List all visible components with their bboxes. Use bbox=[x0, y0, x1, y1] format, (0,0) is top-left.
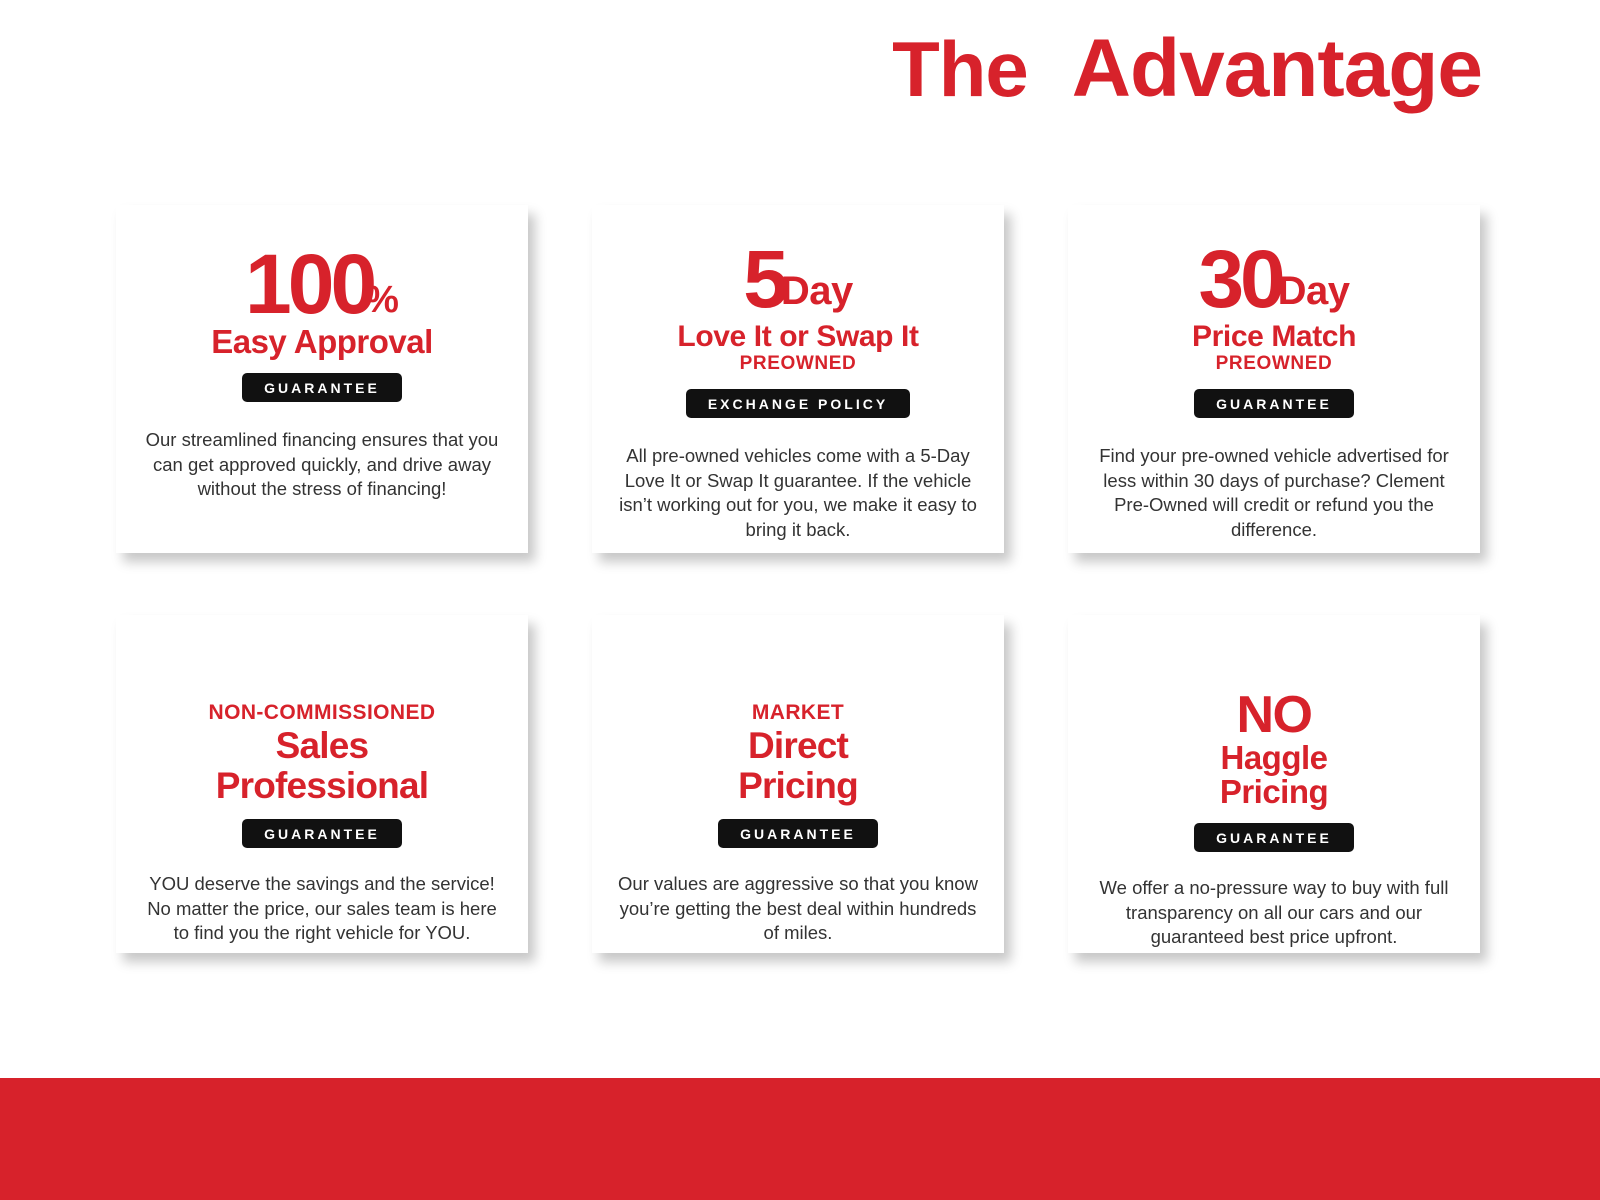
card-love-it-subhead: PREOWNED bbox=[739, 353, 857, 375]
card-price-match-body: Find your pre-owned vehicle advertised for less within 30 days of purchase? Clement Pre-Owned will credit or refund you the difference. bbox=[1099, 445, 1449, 540]
card-price-match-subhead: PREOWNED bbox=[1215, 353, 1333, 375]
card-market-direct-headline-line2: Pricing bbox=[738, 765, 858, 807]
card-price-match-badge: GUARANTEE bbox=[1194, 389, 1354, 418]
card-love-it-headline: Love It or Swap It bbox=[677, 319, 919, 353]
card-price-match-day-label: Day bbox=[1277, 268, 1350, 313]
card-easy-approval-number: 100 bbox=[245, 237, 374, 331]
card-no-haggle-headline-line1: Haggle bbox=[1220, 739, 1328, 776]
percent-symbol: % bbox=[365, 278, 399, 321]
card-price-match bbox=[1068, 205, 1480, 553]
card-love-it-or-swap-it bbox=[592, 205, 1004, 553]
card-non-commissioned-headline-line1: Sales bbox=[275, 725, 369, 766]
card-market-direct-pricing bbox=[592, 615, 1004, 953]
card-love-it-number: 5 bbox=[743, 234, 785, 325]
card-market-direct-body: Our values are aggressive so that you know you’re getting the best deal within hundreds of miles. bbox=[618, 873, 978, 944]
advantage-card-grid bbox=[116, 205, 1484, 953]
card-price-match-headline: Price Match bbox=[1192, 319, 1356, 353]
card-love-it-number-block bbox=[743, 234, 853, 325]
card-no-haggle-pricing bbox=[1068, 615, 1480, 953]
card-price-match-number: 30 bbox=[1198, 234, 1282, 325]
card-market-direct-headline-line1: Direct bbox=[747, 725, 849, 766]
card-easy-approval bbox=[116, 205, 528, 553]
card-easy-approval-headline: Easy Approval bbox=[211, 322, 433, 360]
card-non-commissioned-badge: GUARANTEE bbox=[242, 819, 402, 848]
card-no-haggle-badge: GUARANTEE bbox=[1194, 823, 1354, 852]
card-easy-approval-body: Our streamlined financing ensures that you can get approved quickly, and drive away without the stress of financing! bbox=[145, 429, 499, 500]
card-love-it-badge: EXCHANGE POLICY bbox=[686, 389, 910, 418]
card-no-haggle-body: We offer a no-pressure way to buy with full transparency on all our cars and our guaranteed best price upfront. bbox=[1099, 876, 1449, 948]
page-title-word-advantage: Advantage bbox=[1071, 23, 1482, 114]
card-non-commissioned-kicker: NON-COMMISSIONED bbox=[208, 701, 436, 724]
card-easy-approval-number-block bbox=[245, 237, 399, 331]
card-no-haggle-no-word: NO bbox=[1236, 686, 1312, 744]
card-no-haggle-headline-line2: Pricing bbox=[1219, 772, 1329, 810]
page-title bbox=[892, 23, 1482, 114]
card-easy-approval-badge: GUARANTEE bbox=[242, 373, 402, 402]
card-non-commissioned-sales bbox=[116, 615, 528, 953]
card-non-commissioned-headline-line2: Professional bbox=[215, 765, 429, 807]
card-non-commissioned-body: YOU deserve the savings and the service! No matter the price, our sales team is here to find you the right vehicle for YOU. bbox=[147, 873, 497, 944]
footer-red-bar bbox=[0, 1078, 1600, 1200]
card-market-direct-kicker: MARKET bbox=[751, 701, 845, 724]
card-love-it-day-label: Day bbox=[780, 268, 853, 313]
card-love-it-body: All pre-owned vehicles come with a 5-Day Love It or Swap It guarantee. If the vehicle isn’t working out for you, we make it easy to bring it back. bbox=[619, 445, 977, 540]
card-price-match-number-block bbox=[1198, 234, 1350, 325]
card-market-direct-badge: GUARANTEE bbox=[718, 819, 878, 848]
page-title-word-the: The bbox=[892, 25, 1028, 113]
